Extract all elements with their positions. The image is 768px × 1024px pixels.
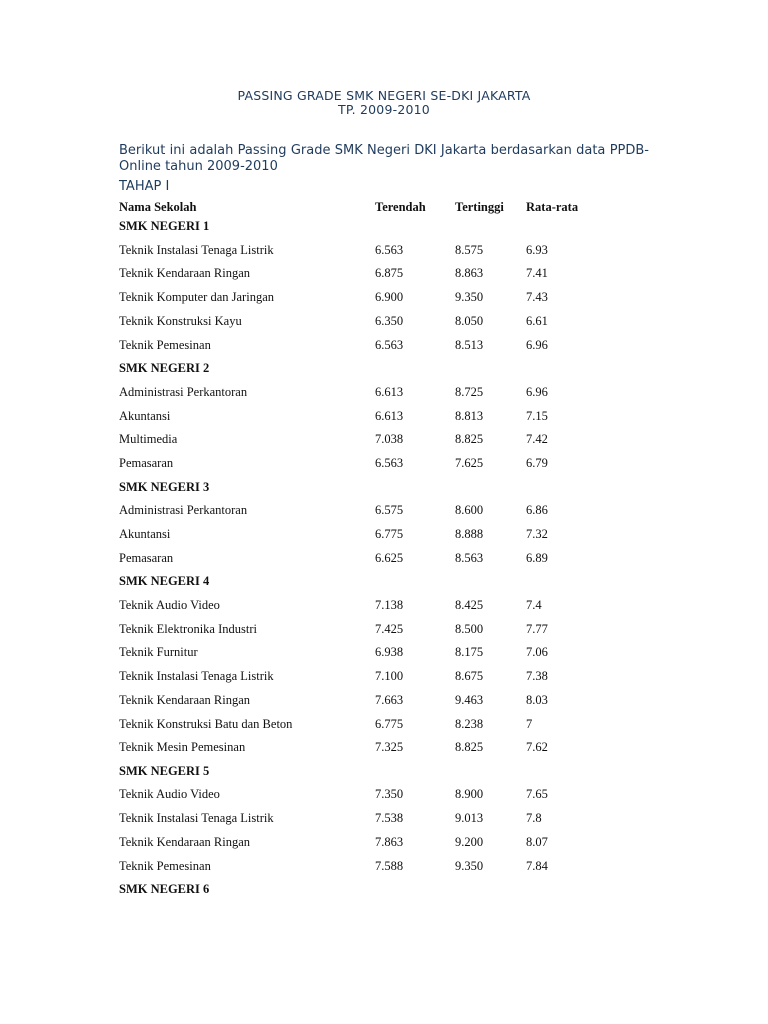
program-name: Teknik Audio Video xyxy=(119,598,220,612)
header-lowest: Terendah xyxy=(375,200,426,214)
highest-score: 8.425 xyxy=(455,598,484,612)
lowest-score: 7.425 xyxy=(375,622,404,636)
lowest-score: 6.775 xyxy=(375,527,404,541)
program-name: Akuntansi xyxy=(119,527,171,541)
table-row xyxy=(0,314,768,332)
average-score: 7.8 xyxy=(526,811,542,825)
program-name: Administrasi Perkantoran xyxy=(119,503,248,517)
program-name: Teknik Audio Video xyxy=(119,787,220,801)
lowest-score: 6.775 xyxy=(375,717,404,731)
average-score: 8.03 xyxy=(526,693,548,707)
average-score: 7 xyxy=(526,717,533,731)
lowest-score: 6.563 xyxy=(375,243,404,257)
program-name: Pemasaran xyxy=(119,551,174,565)
average-score: 7.06 xyxy=(526,645,548,659)
program-name: Teknik Instalasi Tenaga Listrik xyxy=(119,669,274,683)
table-row xyxy=(0,385,768,403)
table-row xyxy=(0,598,768,616)
school-header-row xyxy=(0,882,768,900)
program-name: Teknik Instalasi Tenaga Listrik xyxy=(119,811,274,825)
lowest-score: 6.350 xyxy=(375,314,404,328)
highest-score: 8.050 xyxy=(455,314,484,328)
highest-score: 8.725 xyxy=(455,385,484,399)
program-name: Teknik Konstruksi Batu dan Beton xyxy=(119,717,293,731)
program-name: Teknik Furnitur xyxy=(119,645,198,659)
average-score: 6.96 xyxy=(526,385,548,399)
highest-score: 8.600 xyxy=(455,503,484,517)
table-row xyxy=(0,243,768,261)
highest-score: 8.575 xyxy=(455,243,484,257)
table-row xyxy=(0,859,768,877)
school-name: SMK NEGERI 3 xyxy=(119,480,210,494)
lowest-score: 7.325 xyxy=(375,740,404,754)
header-average: Rata-rata xyxy=(526,200,579,214)
school-header-row xyxy=(0,574,768,592)
program-name: Teknik Elektronika Industri xyxy=(119,622,257,636)
average-score: 7.42 xyxy=(526,432,548,446)
average-score: 7.65 xyxy=(526,787,548,801)
table-row xyxy=(0,456,768,474)
table-row xyxy=(0,527,768,545)
lowest-score: 6.613 xyxy=(375,409,404,423)
lowest-score: 6.875 xyxy=(375,266,404,280)
average-score: 6.89 xyxy=(526,551,548,565)
average-score: 7.84 xyxy=(526,859,548,873)
lowest-score: 7.100 xyxy=(375,669,404,683)
average-score: 7.4 xyxy=(526,598,542,612)
table-row xyxy=(0,717,768,735)
table-row xyxy=(0,503,768,521)
average-score: 8.07 xyxy=(526,835,548,849)
school-header-row xyxy=(0,219,768,237)
table-row xyxy=(0,551,768,569)
highest-score: 9.200 xyxy=(455,835,484,849)
highest-score: 8.563 xyxy=(455,551,484,565)
average-score: 6.96 xyxy=(526,338,548,352)
program-name: Teknik Kendaraan Ringan xyxy=(119,693,251,707)
average-score: 6.86 xyxy=(526,503,548,517)
table-header-row xyxy=(0,200,768,218)
lowest-score: 6.575 xyxy=(375,503,404,517)
table-row xyxy=(0,645,768,663)
lowest-score: 7.663 xyxy=(375,693,404,707)
school-name: SMK NEGERI 5 xyxy=(119,764,210,778)
lowest-score: 7.350 xyxy=(375,787,404,801)
program-name: Teknik Pemesinan xyxy=(119,859,211,873)
school-name: SMK NEGERI 4 xyxy=(119,574,210,588)
header-highest: Tertinggi xyxy=(455,200,504,214)
document-title: PASSING GRADE SMK NEGERI SE-DKI JAKARTA xyxy=(237,88,531,103)
highest-score: 8.238 xyxy=(455,717,484,731)
program-name: Teknik Komputer dan Jaringan xyxy=(119,290,274,304)
table-row xyxy=(0,669,768,687)
average-score: 7.32 xyxy=(526,527,548,541)
highest-score: 8.888 xyxy=(455,527,484,541)
table-row xyxy=(0,740,768,758)
highest-score: 8.675 xyxy=(455,669,484,683)
highest-score: 8.863 xyxy=(455,266,484,280)
program-name: Multimedia xyxy=(119,432,178,446)
average-score: 7.15 xyxy=(526,409,548,423)
program-name: Teknik Konstruksi Kayu xyxy=(119,314,242,328)
average-score: 7.62 xyxy=(526,740,548,754)
school-header-row xyxy=(0,764,768,782)
lowest-score: 7.038 xyxy=(375,432,404,446)
highest-score: 8.825 xyxy=(455,432,484,446)
program-name: Akuntansi xyxy=(119,409,171,423)
table-row xyxy=(0,811,768,829)
table-row xyxy=(0,835,768,853)
table-row xyxy=(0,787,768,805)
highest-score: 8.500 xyxy=(455,622,484,636)
highest-score: 8.825 xyxy=(455,740,484,754)
program-name: Teknik Kendaraan Ringan xyxy=(119,835,251,849)
table-row xyxy=(0,338,768,356)
average-score: 7.41 xyxy=(526,266,548,280)
table-row xyxy=(0,622,768,640)
highest-score: 8.513 xyxy=(455,338,484,352)
program-name: Teknik Kendaraan Ringan xyxy=(119,266,251,280)
school-name: SMK NEGERI 6 xyxy=(119,882,210,896)
lowest-score: 7.138 xyxy=(375,598,404,612)
school-name: SMK NEGERI 2 xyxy=(119,361,210,375)
highest-score: 8.175 xyxy=(455,645,484,659)
school-header-row xyxy=(0,480,768,498)
school-header-row xyxy=(0,361,768,379)
highest-score: 9.013 xyxy=(455,811,484,825)
highest-score: 7.625 xyxy=(455,456,484,470)
highest-score: 8.900 xyxy=(455,787,484,801)
table-row xyxy=(0,693,768,711)
lowest-score: 6.563 xyxy=(375,338,404,352)
highest-score: 9.463 xyxy=(455,693,484,707)
average-score: 6.61 xyxy=(526,314,548,328)
lowest-score: 6.900 xyxy=(375,290,404,304)
highest-score: 9.350 xyxy=(455,859,484,873)
program-name: Teknik Pemesinan xyxy=(119,338,211,352)
highest-score: 9.350 xyxy=(455,290,484,304)
document-subtitle: TP. 2009-2010 xyxy=(338,102,430,117)
table-row xyxy=(0,432,768,450)
table-row xyxy=(0,266,768,284)
program-name: Administrasi Perkantoran xyxy=(119,385,248,399)
intro-paragraph: Berikut ini adalah Passing Grade SMK Negeri DKI Jakarta berdasarkan data PPDB-Online tahun 2009-2010 xyxy=(119,143,649,174)
stage-label: TAHAP I xyxy=(119,179,170,194)
average-score: 7.77 xyxy=(526,622,548,636)
program-name: Pemasaran xyxy=(119,456,174,470)
lowest-score: 7.538 xyxy=(375,811,404,825)
average-score: 6.79 xyxy=(526,456,548,470)
lowest-score: 7.588 xyxy=(375,859,404,873)
program-name: Teknik Mesin Pemesinan xyxy=(119,740,246,754)
lowest-score: 6.625 xyxy=(375,551,404,565)
school-name: SMK NEGERI 1 xyxy=(119,219,210,233)
highest-score: 8.813 xyxy=(455,409,484,423)
lowest-score: 6.563 xyxy=(375,456,404,470)
table-row xyxy=(0,409,768,427)
lowest-score: 6.938 xyxy=(375,645,404,659)
lowest-score: 6.613 xyxy=(375,385,404,399)
program-name: Teknik Instalasi Tenaga Listrik xyxy=(119,243,274,257)
average-score: 6.93 xyxy=(526,243,548,257)
lowest-score: 7.863 xyxy=(375,835,404,849)
average-score: 7.38 xyxy=(526,669,548,683)
header-school-name: Nama Sekolah xyxy=(119,200,197,214)
table-row xyxy=(0,290,768,308)
average-score: 7.43 xyxy=(526,290,548,304)
